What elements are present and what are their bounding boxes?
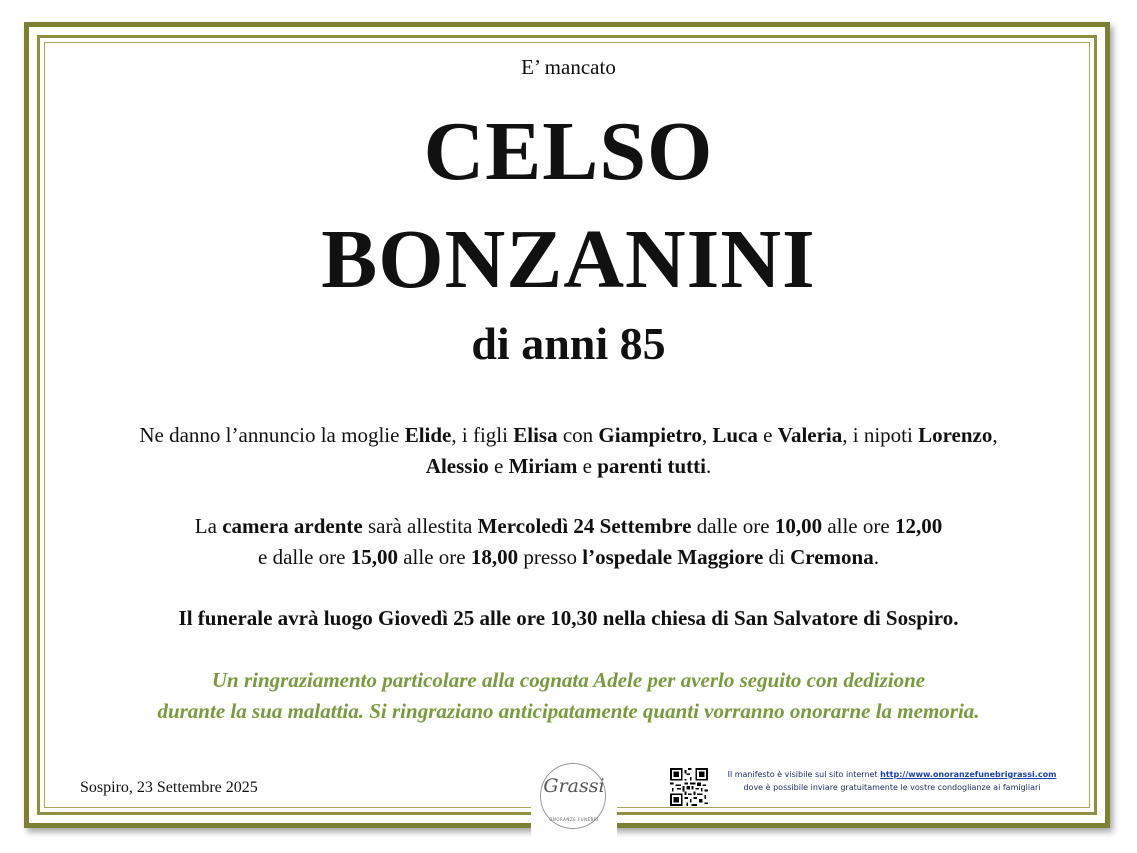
date-place: Sospiro, 23 Settembre 2025 xyxy=(80,779,258,796)
deceased-last-name: BONZANINI xyxy=(321,213,816,306)
website-note xyxy=(712,768,1072,794)
announcement-line-2: Alessio e Miriam e parenti tutti. xyxy=(425,454,712,478)
deceased-first-name: CELSO xyxy=(423,105,714,198)
deceased-age: di anni 85 xyxy=(471,318,666,369)
announcement-line-1: Ne danno l’annuncio la moglie Elide, i figli Elisa con Giampietro, Luca e Valeria, i nipoti Lorenzo, xyxy=(139,423,998,447)
grassi-logo xyxy=(531,753,617,839)
logo-subtitle: ONORANZE FUNEBRI xyxy=(549,817,599,822)
intro-text: E’ mancato xyxy=(521,55,616,79)
wake-paragraph xyxy=(0,511,1137,573)
logo-word: Grassi xyxy=(543,775,605,797)
qr-code-icon[interactable] xyxy=(670,768,708,806)
funeral-details: Il funerale avrà luogo Giovedì 25 alle ore 10,30 nella chiesa di San Salvatore di Sospiro. xyxy=(178,606,959,630)
thanks-line-2: durante la sua malattia. Si ringraziano anticipatamente quanti vorranno onorarne la memoria. xyxy=(157,699,980,723)
website-note-line-2: dove è possibile inviare gratuitamente le vostre condoglianze ai famigliari xyxy=(743,783,1041,792)
wake-line-1: La camera ardente sarà allestita Mercoledì 24 Settembre dalle ore 10,00 alle ore 12,00 xyxy=(194,514,943,538)
wake-line-2: e dalle ore 15,00 alle ore 18,00 presso l’ospedale Maggiore di Cremona. xyxy=(258,545,879,569)
website-link[interactable]: http://www.onoranzefunebrigrassi.com xyxy=(880,770,1057,779)
thanks-line-1: Un ringraziamento particolare alla cognata Adele per averlo seguito con dedizione xyxy=(211,668,926,692)
thanks-paragraph xyxy=(0,665,1137,727)
website-note-line-1: Il manifesto è visibile sul sito internet http://www.onoranzefunebrigrassi.com xyxy=(727,770,1057,779)
announcement-paragraph xyxy=(0,420,1137,482)
wife-name: Elide xyxy=(404,423,452,447)
